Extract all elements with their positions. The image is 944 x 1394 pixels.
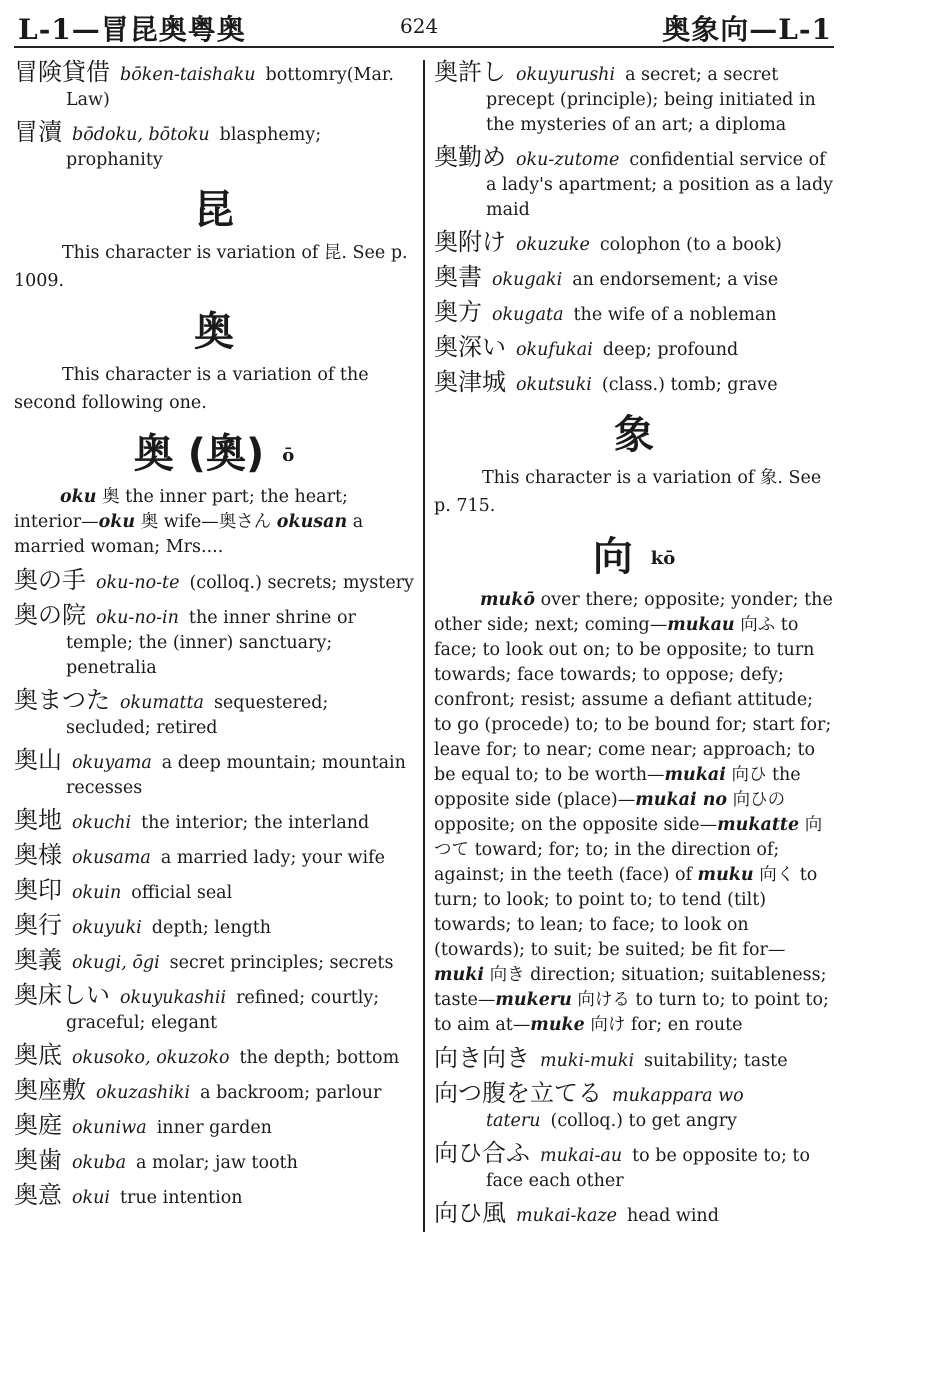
- entry-definition: (colloq.) secrets; mystery: [189, 573, 414, 593]
- entry-kanji: 奥意: [14, 1181, 62, 1209]
- entry-definition: a married lady; your wife: [160, 848, 385, 868]
- running-head-left: L-1—冒昆奥粤奥: [18, 13, 246, 46]
- definition-paragraph: [434, 588, 834, 1038]
- dictionary-entry: [14, 1078, 414, 1106]
- definition-paragraph: [14, 485, 414, 560]
- entry-definition: depth; length: [151, 918, 272, 938]
- entry-romaji: okuba: [72, 1153, 127, 1173]
- definition-text: a married woman; Mrs....: [14, 512, 364, 557]
- heading-character: 向: [592, 534, 633, 580]
- page-number: 624: [400, 14, 439, 38]
- dictionary-entry: [434, 1081, 834, 1134]
- column-divider: [423, 60, 425, 1232]
- entry-kanji: 奥山: [14, 746, 62, 774]
- dictionary-entry: [14, 688, 414, 741]
- entry-romaji: bōdoku, bōtoku: [72, 125, 210, 145]
- entry-romaji: okuzashiki: [96, 1083, 191, 1103]
- entry-romaji: oku-zutome: [516, 150, 620, 170]
- entry-kanji: 冒険貸借: [14, 58, 110, 86]
- entry-romaji: mukai-au: [540, 1146, 623, 1166]
- romaji-term: muki: [434, 965, 485, 985]
- entry-definition: bottomry(Mar. Law): [66, 65, 394, 110]
- romaji-term: mukatte: [717, 815, 800, 835]
- entry-romaji: okuzuke: [516, 235, 590, 255]
- entry-romaji: okutsuki: [516, 375, 592, 395]
- entry-list: [14, 568, 414, 1211]
- entry-kanji: 奥歯: [14, 1146, 62, 1174]
- entry-romaji: oku-no-in: [96, 608, 179, 628]
- dictionary-entry: [14, 1183, 414, 1211]
- dictionary-entry: [434, 1201, 834, 1229]
- entry-kanji: 奥庭: [14, 1111, 62, 1139]
- entry-kanji: 奥勤め: [434, 143, 506, 171]
- entry-list: [434, 60, 834, 398]
- character-heading: [14, 187, 414, 233]
- dictionary-entry: [434, 1141, 834, 1194]
- entry-romaji: okufukai: [516, 340, 593, 360]
- definition-text: 向け for; en route: [584, 1015, 743, 1035]
- definition-text: over there; opposite; yonder; the other side; next; coming—: [434, 590, 833, 635]
- dictionary-entry: [434, 145, 834, 223]
- dictionary-entry: [14, 843, 414, 871]
- dictionary-entry: [14, 948, 414, 976]
- romaji-term: mukō: [480, 590, 536, 610]
- entry-kanji: 奥座敷: [14, 1076, 86, 1104]
- dictionary-entry: [434, 60, 834, 138]
- dictionary-entry: [14, 808, 414, 836]
- entry-definition: to be opposite to; to face each other: [486, 1146, 810, 1191]
- entry-definition: official seal: [131, 883, 233, 903]
- entry-definition: colophon (to a book): [599, 235, 782, 255]
- dictionary-entry: [14, 913, 414, 941]
- entry-definition: the wife of a nobleman: [573, 305, 777, 325]
- entry-kanji: 奥様: [14, 841, 62, 869]
- romaji-term: mukai: [664, 765, 726, 785]
- entry-definition: true intention: [120, 1188, 243, 1208]
- dictionary-entry: [14, 748, 414, 801]
- entry-romaji: okugata: [492, 305, 564, 325]
- definition-text: 向ひの opposite; on the opposite side—: [434, 790, 786, 835]
- entry-kanji: 奥底: [14, 1041, 62, 1069]
- entry-definition: a deep mountain; mountain recesses: [66, 753, 406, 798]
- entry-kanji: 奥の手: [14, 566, 86, 594]
- heading-character: 象: [614, 412, 654, 458]
- entry-definition: the interior; the interland: [141, 813, 370, 833]
- definition-text: 向つて toward; for; to; in the direction of; against; in the teeth (face) of: [434, 815, 823, 885]
- entry-definition: the depth; bottom: [239, 1048, 400, 1068]
- entry-kanji: 奥印: [14, 876, 62, 904]
- entry-kanji: 冒瀆: [14, 118, 62, 146]
- entry-kanji: 奥附け: [434, 228, 506, 256]
- entry-romaji: okui: [72, 1188, 111, 1208]
- header-rule: [14, 46, 834, 48]
- entry-romaji: muki-muki: [540, 1051, 635, 1071]
- page-header: [0, 0, 944, 46]
- entry-kanji: 奥深い: [434, 333, 506, 361]
- entry-definition: confidential service of a lady's apartment; a position as a lady maid: [486, 150, 834, 220]
- romaji-term: muke: [530, 1015, 585, 1035]
- definition-text: 向ひ the opposite side (place)—: [434, 765, 801, 810]
- heading-character: 奥 (奧): [133, 431, 265, 477]
- entry-romaji: okusama: [72, 848, 151, 868]
- definition-text: 向き direction; situation; suitableness; taste—: [434, 965, 827, 1010]
- entry-definition: sequestered; secluded; retired: [66, 693, 329, 738]
- dictionary-entry: [14, 603, 414, 681]
- definition-text: 奥 wife—奥さん: [135, 512, 277, 532]
- dictionary-entry: [434, 300, 834, 328]
- entry-definition: secret principles; secrets: [169, 953, 394, 973]
- entry-romaji: okusoko, okuzoko: [72, 1048, 230, 1068]
- entry-kanji: 奥行: [14, 911, 62, 939]
- entry-definition: (class.) tomb; grave: [601, 375, 778, 395]
- dictionary-entry: [434, 230, 834, 258]
- entry-romaji: okuyukashii: [120, 988, 227, 1008]
- entry-romaji: okugaki: [492, 270, 563, 290]
- heading-reading: kō: [650, 548, 676, 569]
- definition-text: 向ふ to face; to look out on; to be opposite; to turn towards; face towards; to oppose; defy; confront; resist; assume a defiant attitude; to go (procede) to; to be bound for; start for; leave for; to near; come near; approach; to be equal to; to be worth—: [434, 615, 832, 785]
- romaji-term: mukai no: [635, 790, 728, 810]
- entry-definition: head wind: [627, 1206, 719, 1226]
- heading-character: 奥: [194, 309, 234, 355]
- variation-note: This character is variation of 昆. See p. 1009.: [14, 243, 408, 291]
- entry-kanji: 奥まつた: [14, 686, 110, 714]
- entry-romaji: okuin: [72, 883, 122, 903]
- entry-definition: (colloq.) to get angry: [550, 1111, 737, 1131]
- dictionary-entry: [434, 335, 834, 363]
- entry-romaji: okuyurushi: [516, 65, 616, 85]
- dictionary-entry: [14, 983, 414, 1036]
- dictionary-entry: [14, 568, 414, 596]
- variation-note: This character is a variation of the second following one.: [14, 365, 369, 413]
- entry-definition: an endorsement; a vise: [572, 270, 779, 290]
- entry-definition: suitability; taste: [644, 1051, 788, 1071]
- entry-kanji: 向き向き: [434, 1044, 530, 1072]
- entry-definition: a backroom; parlour: [200, 1083, 382, 1103]
- dictionary-entry: [14, 60, 414, 113]
- entry-kanji: 奥床しい: [14, 981, 110, 1009]
- entry-kanji: 奥許し: [434, 58, 506, 86]
- entry-definition: a molar; jaw tooth: [136, 1153, 298, 1173]
- entry-kanji: 奥義: [14, 946, 62, 974]
- definition-text: 向く to turn; to look; to point to; to tend (tilt) towards; to lean; to face; to look on (towards); to suit; be suited; be fit for—: [434, 865, 818, 960]
- dictionary-entry: [14, 1113, 414, 1141]
- character-heading: [434, 534, 834, 582]
- romaji-term: oku: [60, 487, 97, 507]
- dictionary-entry: [14, 120, 414, 173]
- entry-kanji: 奥方: [434, 298, 482, 326]
- entry-list: [434, 1046, 834, 1229]
- heading-character: 昆: [194, 187, 234, 233]
- entry-romaji: okumatta: [120, 693, 204, 713]
- romaji-term: oku: [98, 512, 136, 532]
- entry-romaji: okuchi: [72, 813, 132, 833]
- dictionary-entry: [434, 265, 834, 293]
- romaji-term: mukau: [667, 615, 735, 635]
- left-column: [14, 60, 414, 1218]
- entry-kanji: 奥地: [14, 806, 62, 834]
- entry-definition: refined; courtly; graceful; elegant: [66, 988, 380, 1033]
- entry-romaji: bōken-taishaku: [120, 65, 256, 85]
- dictionary-entry: [14, 1148, 414, 1176]
- variation-note: This character is a variation of 象. See p. 715.: [434, 468, 822, 516]
- entry-romaji: okuyuki: [72, 918, 142, 938]
- right-column: [434, 60, 834, 1236]
- dictionary-entry: [434, 1046, 834, 1074]
- definition-text: 奥 the inner part; the heart; interior—: [14, 487, 348, 532]
- dictionary-entry: [14, 878, 414, 906]
- entry-kanji: 向ひ風: [434, 1199, 506, 1227]
- character-heading: [14, 431, 414, 479]
- character-heading: [434, 412, 834, 458]
- entry-kanji: 奥津城: [434, 368, 506, 396]
- romaji-term: muku: [697, 865, 754, 885]
- entry-kanji: 向ひ合ふ: [434, 1139, 530, 1167]
- entry-definition: a secret; a secret precept (principle); being initiated in the mysteries of an art; a diploma: [486, 65, 816, 135]
- entry-kanji: 奥の院: [14, 601, 86, 629]
- dictionary-entry: [14, 1043, 414, 1071]
- heading-reading: ō: [282, 445, 295, 466]
- entry-romaji: okugi, ōgi: [72, 953, 160, 973]
- entry-kanji: 向つ腹を立てる: [434, 1079, 602, 1107]
- entry-definition: blasphemy; prophanity: [66, 125, 322, 170]
- character-heading: [14, 309, 414, 355]
- entry-romaji: mukappara wo tateru: [486, 1086, 744, 1131]
- romaji-term: mukeru: [495, 990, 572, 1010]
- definition-text: 向ける to turn to; to point to; to aim at—: [434, 990, 829, 1035]
- dictionary-entry: [434, 370, 834, 398]
- romaji-term: okusan: [276, 512, 348, 532]
- entry-definition: the inner shrine or temple; the (inner) sanctuary; penetralia: [66, 608, 356, 678]
- entry-kanji: 奥書: [434, 263, 482, 291]
- entry-romaji: oku-no-te: [96, 573, 180, 593]
- entry-romaji: okuyama: [72, 753, 152, 773]
- entry-definition: inner garden: [156, 1118, 272, 1138]
- entry-definition: deep; profound: [602, 340, 739, 360]
- entry-romaji: mukai-kaze: [516, 1206, 618, 1226]
- entry-romaji: okuniwa: [72, 1118, 147, 1138]
- running-head-right: 奥象向—L-1: [662, 13, 832, 46]
